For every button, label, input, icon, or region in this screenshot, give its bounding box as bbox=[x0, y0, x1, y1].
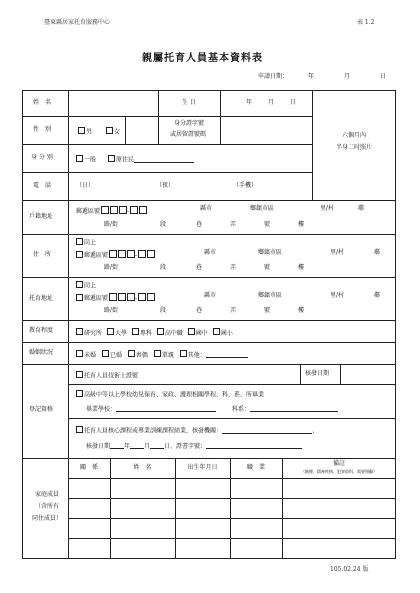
aboriginal-blank[interactable] bbox=[134, 156, 194, 163]
zip-box[interactable] bbox=[127, 250, 138, 259]
family-header-remark: 備註 bbox=[332, 460, 345, 467]
checkbox[interactable] bbox=[76, 350, 83, 357]
row-line bbox=[22, 234, 396, 235]
road-label: 路/街 bbox=[104, 264, 119, 271]
reg-issue-date-label: 核發日期 bbox=[305, 370, 330, 377]
same-label: 同上 bbox=[84, 239, 97, 247]
row-line bbox=[22, 200, 396, 201]
marital-option-label: 已婚 bbox=[109, 351, 122, 359]
checkbox[interactable] bbox=[108, 155, 115, 162]
number-label: 號 bbox=[264, 221, 271, 228]
zip-box[interactable] bbox=[109, 250, 117, 258]
col-line bbox=[158, 90, 159, 144]
alley-label: 弄 bbox=[230, 307, 237, 314]
marital-options bbox=[76, 350, 248, 359]
year-blank[interactable] bbox=[110, 442, 124, 449]
night-phone-label: （夜） bbox=[156, 182, 175, 189]
zip-label: 郵遞區號 bbox=[84, 295, 109, 302]
col-line bbox=[220, 90, 221, 116]
year-label: 年 bbox=[124, 443, 131, 450]
residence-label: 住 所 bbox=[33, 251, 52, 258]
edu-option[interactable] bbox=[132, 330, 152, 337]
name-label: 姓 名 bbox=[33, 99, 52, 106]
checkbox[interactable] bbox=[76, 155, 83, 162]
photo-column-line bbox=[312, 90, 313, 200]
checkbox[interactable] bbox=[157, 328, 164, 335]
zip-box[interactable] bbox=[110, 206, 118, 214]
reg-course-comma: 、 bbox=[312, 427, 319, 435]
row-line bbox=[22, 116, 312, 117]
marital-option[interactable] bbox=[102, 352, 122, 359]
checkbox[interactable] bbox=[76, 328, 83, 335]
col-line bbox=[220, 116, 221, 144]
number-label: 號 bbox=[264, 307, 271, 314]
marital-option-label: 單親 bbox=[161, 351, 174, 359]
marital-label: 婚姻狀況 bbox=[29, 349, 54, 356]
checkbox[interactable] bbox=[76, 371, 83, 378]
marital-option[interactable] bbox=[128, 352, 148, 359]
aboriginal-label: 原住民 bbox=[116, 156, 135, 164]
col-line bbox=[175, 458, 176, 559]
checkbox[interactable] bbox=[102, 350, 109, 357]
zip-box[interactable] bbox=[118, 293, 126, 301]
checkbox[interactable] bbox=[180, 350, 187, 357]
apply-date bbox=[258, 74, 386, 80]
row-line bbox=[22, 342, 396, 343]
edu-option[interactable] bbox=[76, 330, 102, 337]
identity-label: 身 分 別 bbox=[31, 154, 53, 161]
edu-option-label: 研究所 bbox=[84, 329, 103, 337]
dept-blank[interactable] bbox=[250, 405, 338, 412]
floor-label: 樓 bbox=[298, 307, 305, 314]
edu-option-label: 專科 bbox=[139, 329, 152, 337]
lane-label: 巷 bbox=[196, 221, 203, 228]
zip-label: 郵遞區號 bbox=[76, 208, 101, 215]
checkbox[interactable] bbox=[76, 426, 83, 433]
section-label: 段 bbox=[160, 264, 167, 271]
course-issue-label: 核發日期 bbox=[86, 443, 111, 450]
zip-box[interactable] bbox=[130, 206, 138, 214]
dept-label: 科系： bbox=[232, 406, 251, 413]
floor-label: 樓 bbox=[298, 221, 305, 228]
checkbox[interactable] bbox=[128, 350, 135, 357]
care-same-option[interactable] bbox=[76, 281, 96, 290]
checkbox[interactable] bbox=[76, 390, 83, 397]
birthday-label: 生 日 bbox=[182, 99, 196, 106]
care-address-label: 托育地址 bbox=[29, 295, 54, 302]
road-label: 路/街 bbox=[104, 221, 119, 228]
dept-field[interactable] bbox=[232, 405, 338, 413]
county-label: 縣市 bbox=[204, 249, 217, 256]
apply-year-label: 年 bbox=[307, 73, 314, 80]
number-label: 號 bbox=[264, 264, 271, 271]
county-label: 縣市 bbox=[204, 292, 217, 299]
normal-label: 一般 bbox=[84, 156, 97, 164]
row-line bbox=[22, 144, 312, 145]
identity-aboriginal-option[interactable] bbox=[108, 155, 194, 164]
checkbox[interactable] bbox=[107, 328, 114, 335]
household-label: 戶籍地址 bbox=[29, 213, 54, 220]
edu-option[interactable] bbox=[107, 330, 127, 337]
zip-dash: - bbox=[135, 295, 138, 302]
checkbox[interactable] bbox=[188, 328, 195, 335]
edu-option[interactable] bbox=[188, 330, 208, 337]
town-label: 鄉鎮市區 bbox=[250, 205, 275, 212]
marital-option-label: 未婚 bbox=[84, 351, 97, 359]
zip-label: 郵遞區號 bbox=[84, 252, 109, 259]
zip-box[interactable] bbox=[118, 250, 126, 258]
family-header-remark-note: （抽煙、精神疾病、犯罪前科、需要照顧） bbox=[301, 469, 377, 474]
zip-dash: - bbox=[135, 252, 138, 259]
marital-option[interactable] bbox=[180, 352, 248, 359]
lane-label: 巷 bbox=[196, 264, 203, 271]
gender-male-option[interactable] bbox=[78, 127, 92, 136]
row-line bbox=[68, 478, 396, 479]
month-label: 月 bbox=[144, 443, 151, 450]
village-label: 里/村 bbox=[330, 249, 345, 256]
col-line bbox=[230, 458, 231, 559]
school-label: 畢業學校： bbox=[86, 406, 117, 413]
family-header-birth: 出生年月日 bbox=[187, 464, 218, 471]
family-header-relation: 關 係 bbox=[79, 464, 98, 471]
female-label: 女 bbox=[114, 128, 121, 136]
zip-box[interactable] bbox=[139, 206, 147, 214]
section-label: 段 bbox=[160, 221, 167, 228]
school-blank[interactable] bbox=[116, 405, 216, 412]
reg-school-option[interactable] bbox=[76, 390, 264, 399]
family-label-line3: 同住成員） bbox=[31, 515, 62, 522]
edu-option[interactable] bbox=[157, 330, 183, 337]
residence-same-option[interactable] bbox=[76, 238, 96, 247]
checkbox[interactable] bbox=[76, 251, 83, 258]
zip-dash: - bbox=[127, 208, 130, 215]
village-label: 里/村 bbox=[330, 292, 345, 299]
edu-option-label: 高中職 bbox=[164, 329, 183, 337]
family-header-name: 姓 名 bbox=[133, 464, 152, 471]
row-line bbox=[22, 277, 396, 278]
table-number: 表 1.2 bbox=[357, 19, 375, 26]
col-line bbox=[125, 116, 126, 144]
care-zip[interactable] bbox=[76, 293, 155, 302]
zip-box[interactable] bbox=[109, 293, 117, 301]
marital-option-label: 喪偶 bbox=[135, 351, 148, 359]
apply-day-label: 日 bbox=[379, 73, 386, 80]
checkbox[interactable] bbox=[213, 328, 220, 335]
marital-option[interactable] bbox=[154, 352, 174, 359]
mobile-label: （手機） bbox=[233, 182, 258, 189]
birthday-month: 月 bbox=[268, 99, 275, 106]
cert-no-blank[interactable] bbox=[206, 442, 302, 449]
photo-note-line1: 六個月內 bbox=[342, 132, 367, 139]
edu-option-label: 國中 bbox=[195, 329, 208, 337]
marital-option-label: 其他： bbox=[187, 351, 206, 359]
identity-normal-option[interactable] bbox=[76, 155, 96, 164]
birthday-year: 年 bbox=[246, 99, 253, 106]
same-label: 同上 bbox=[84, 282, 97, 290]
town-label: 鄉鎮市區 bbox=[258, 249, 283, 256]
edu-option-label: 國小 bbox=[220, 329, 233, 337]
registration-label: 登記資格 bbox=[29, 406, 54, 413]
zip-box[interactable] bbox=[147, 250, 155, 258]
id-label-line1: 身分證字號 bbox=[174, 120, 205, 127]
lane-label: 巷 bbox=[196, 307, 203, 314]
birthday-day: 日 bbox=[290, 99, 297, 106]
form-title: 親屬托育人員基本資料表 bbox=[142, 53, 263, 64]
education-label: 教育程度 bbox=[29, 327, 54, 334]
day-cert-label: 日、證書字號： bbox=[164, 443, 207, 450]
col-line bbox=[340, 364, 341, 384]
issuer-blank[interactable] bbox=[222, 427, 312, 434]
other-blank[interactable] bbox=[206, 351, 248, 358]
checkbox[interactable] bbox=[78, 127, 85, 134]
row-line bbox=[68, 518, 396, 519]
reg-cert-option[interactable] bbox=[76, 371, 138, 380]
checkbox[interactable] bbox=[154, 350, 161, 357]
checkbox[interactable] bbox=[132, 328, 139, 335]
county-label: 縣市 bbox=[200, 205, 213, 212]
reg-course-option[interactable] bbox=[76, 426, 318, 435]
label-column-line bbox=[68, 90, 69, 559]
gender-female-option[interactable] bbox=[106, 127, 120, 136]
reg-course-label: 托育人員核心課程或專業訓練課程結業，核發機關： bbox=[84, 427, 223, 435]
zip-box[interactable] bbox=[138, 293, 146, 301]
checkbox[interactable] bbox=[76, 281, 83, 288]
row-line bbox=[22, 320, 396, 321]
row-line bbox=[68, 538, 396, 539]
row-line bbox=[68, 384, 396, 385]
neighbor-label: 鄰 bbox=[358, 205, 365, 212]
school-field[interactable] bbox=[86, 405, 216, 413]
zip-box[interactable] bbox=[119, 206, 130, 215]
village-label: 里/村 bbox=[320, 205, 335, 212]
photo-note-line2: 半身二吋照片 bbox=[336, 144, 373, 151]
col-line bbox=[110, 458, 111, 559]
course-issue-date[interactable] bbox=[86, 442, 302, 450]
family-header-job: 職 業 bbox=[246, 464, 265, 471]
row-line bbox=[22, 172, 312, 173]
row-line bbox=[22, 458, 396, 459]
checkbox[interactable] bbox=[76, 238, 83, 245]
phone-label: 電 話 bbox=[33, 182, 52, 189]
household-zip[interactable] bbox=[76, 206, 147, 215]
education-options bbox=[76, 328, 233, 337]
row-line bbox=[68, 418, 396, 419]
town-label: 鄉鎮市區 bbox=[258, 292, 283, 299]
road-label: 路/街 bbox=[104, 307, 119, 314]
checkbox[interactable] bbox=[76, 294, 83, 301]
residence-zip[interactable] bbox=[76, 250, 155, 259]
zip-box[interactable] bbox=[127, 293, 138, 302]
family-label-line1: 家庭成員 bbox=[34, 491, 59, 498]
checkbox[interactable] bbox=[106, 127, 113, 134]
zip-box[interactable] bbox=[147, 293, 155, 301]
edu-option-label: 大學 bbox=[114, 329, 127, 337]
marital-option[interactable] bbox=[76, 352, 96, 359]
zip-box[interactable] bbox=[101, 206, 109, 214]
edu-option[interactable] bbox=[213, 330, 233, 337]
reg-cert-label: 托育人員技術士證號 bbox=[84, 372, 139, 380]
neighbor-label: 鄰 bbox=[374, 249, 381, 256]
day-blank[interactable] bbox=[150, 442, 164, 449]
apply-month-label: 月 bbox=[343, 73, 350, 80]
col-line bbox=[300, 364, 301, 384]
neighbor-label: 鄰 bbox=[374, 292, 381, 299]
alley-label: 弄 bbox=[230, 264, 237, 271]
family-label-line2: （含所有 bbox=[34, 503, 59, 510]
alley-label: 弄 bbox=[230, 221, 237, 228]
male-label: 男 bbox=[86, 128, 93, 136]
gender-label: 性 別 bbox=[33, 126, 52, 133]
org-name: 臺東縣居家托育服務中心 bbox=[44, 19, 111, 26]
id-label-line2: 或居留證號碼 bbox=[170, 131, 207, 138]
floor-label: 樓 bbox=[298, 264, 305, 271]
zip-box[interactable] bbox=[138, 250, 146, 258]
month-blank[interactable] bbox=[130, 442, 144, 449]
day-phone-label: （日） bbox=[76, 182, 95, 189]
reg-school-label: 高級中等以上學校幼兒保育、家政、護理相關學程、科、系、所畢業 bbox=[84, 391, 265, 399]
section-label: 段 bbox=[160, 307, 167, 314]
apply-date-label: 申請日期： bbox=[258, 73, 289, 80]
version-label: 105.02.24 版 bbox=[330, 566, 369, 573]
row-line bbox=[68, 498, 396, 499]
